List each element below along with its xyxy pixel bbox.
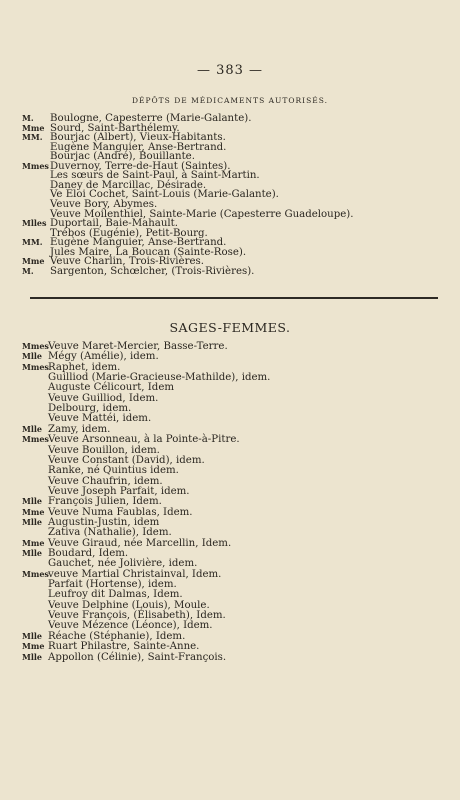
honorific-prefix: Mlle <box>22 496 43 507</box>
entry-text: Veuve Joseph Parfait, idem. <box>48 485 190 497</box>
entry-text: Parfait (Hortense), idem. <box>48 579 177 591</box>
honorific-prefix: Mlle <box>22 651 43 662</box>
entry-text: Auguste Célicourt, Idem <box>48 382 175 394</box>
entry-text: Veuve Constant (David), idem. <box>48 454 205 466</box>
entry-text: Guilliod (Marie-Gracieuse-Mathilde), idem. <box>48 372 271 384</box>
entry-text: Appollon (Célinie), Saint-François. <box>48 651 227 663</box>
entry-text: Raphet, idem. <box>48 361 121 373</box>
honorific-prefix: Mlle <box>22 351 43 362</box>
entry-text: Leufroy dit Dalmas, Idem. <box>48 589 183 601</box>
honorific-prefix: Mlle <box>22 516 43 527</box>
entry-text: Veuve Maret-Mercier, Basse-Terre. <box>48 341 228 352</box>
entry-text: Ve Eloi Cochet, Saint-Louis (Marie-Galante). <box>50 189 279 201</box>
entry-text: Duportail, Baie-Mahault. <box>50 218 178 230</box>
section-heading-depots: DÉPÔTS DE MÉDICAMENTS AUTORISÉS. <box>132 96 328 105</box>
entry-text: veuve Martial Christainval, Idem. <box>48 568 222 580</box>
entry-text: Bourjac (André), Bouillante. <box>50 151 195 163</box>
honorific-prefix: Mme <box>22 506 45 517</box>
entry-text: Bourjac (Albert), Vieux-Habitants. <box>50 132 226 144</box>
honorific-prefix: Mme <box>22 537 45 548</box>
honorific-prefix: Mme <box>22 256 45 267</box>
honorific-prefix: MM. <box>22 132 43 143</box>
entry-text: Veuve Bory, Abymes. <box>50 198 158 210</box>
honorific-prefix: M. <box>22 113 34 123</box>
entry-text: Veuve Arsonneau, à la Pointe-à-Pitre. <box>48 434 240 446</box>
entry-text: Veuve Guilliod, Idem. <box>48 392 159 404</box>
entry-text: Veuve Moilenthiel, Sainte-Marie (Capesterre Guadeloupe). <box>50 208 354 220</box>
entry-text: Gauchet, née Jolivière, idem. <box>48 558 198 570</box>
entry-text: Veuve Bouillon, idem. <box>48 444 160 456</box>
entry-text: Veuve Delphine (Louis), Moule. <box>48 599 210 611</box>
entry-text: Delbourg, idem. <box>48 403 132 415</box>
entry-text: Trébos (Eugénie), Petit-Bourg. <box>50 227 208 239</box>
section-title-sages-femmes: SAGES-FEMMES. <box>169 320 291 335</box>
entry-text: Sourd, Saint-Barthélemy. <box>50 122 180 134</box>
entry-text: Ruart Philastre, Sainte-Anne. <box>48 641 200 653</box>
entry-text: Eugène Manguier, Anse-Bertrand. <box>50 141 227 153</box>
page-number: — 383 — <box>196 63 264 78</box>
honorific-prefix: MM. <box>22 237 43 248</box>
entry-text: Veuve Mézence (Léonce), Idem. <box>48 620 213 632</box>
entry-text: Les sœurs de Saint-Paul, à Saint-Martin. <box>50 170 260 182</box>
entry-text: Duvernoy, Terre-de-Haut (Saintes). <box>50 160 231 172</box>
entry-text: Veuve Giraud, née Marcellin, Idem. <box>48 537 232 549</box>
entry-text: Boudard, Idem. <box>48 548 129 559</box>
entry-text: Sargenton, Schœlcher, (Trois-Rivières). <box>50 265 255 277</box>
entry-text: Veuve François, (Élisabeth), Idem. <box>48 610 226 622</box>
entry-text: Réache (Stéphanie), Idem. <box>48 630 186 642</box>
honorific-prefix: M. <box>22 265 34 276</box>
entry-text: François Julien, Idem. <box>48 496 162 508</box>
entry-text: Veuve Mattéi, idem. <box>48 413 152 425</box>
honorific-prefix: Mlles <box>22 218 47 229</box>
honorific-prefix: Mme <box>22 122 45 133</box>
honorific-prefix: Mlle <box>22 630 43 641</box>
honorific-prefix: Mlle <box>22 423 43 434</box>
entry-text: Zativa (Nathalie), Idem. <box>48 527 172 539</box>
entry-text: Mégy (Amélie), idem. <box>48 351 159 363</box>
entry-text: Eugène Manguier, Anse-Bertrand. <box>50 237 227 249</box>
honorific-prefix: Mmes <box>22 568 49 579</box>
honorific-prefix: Mmes <box>22 160 49 171</box>
entry-text: Veuve Numa Faublas, Idem. <box>48 506 193 518</box>
entry-text: Boulogne, Capesterre (Marie-Galante). <box>50 113 252 124</box>
entry-text: Veuve Charlin, Trois-Rivières. <box>50 256 204 268</box>
honorific-prefix: Mmes <box>22 341 49 351</box>
honorific-prefix: Mlle <box>22 548 43 558</box>
honorific-prefix: Mme <box>22 641 45 652</box>
entry-text: Daney de Marcillac, Désirade. <box>50 179 207 191</box>
entry-text: Ranke, né Quintius idem. <box>48 465 179 477</box>
honorific-prefix: Mmes <box>22 361 49 372</box>
honorific-prefix: Mmes <box>22 434 49 445</box>
entry-text: Jules Maire, La Boucan (Sainte-Rose). <box>50 246 247 258</box>
entry-text: Veuve Chaufrin, idem. <box>48 475 163 487</box>
entry-text: Zamy, idem. <box>48 423 111 435</box>
section-divider <box>30 297 438 299</box>
entry-text: Augustin-Justin, idem <box>48 516 160 528</box>
